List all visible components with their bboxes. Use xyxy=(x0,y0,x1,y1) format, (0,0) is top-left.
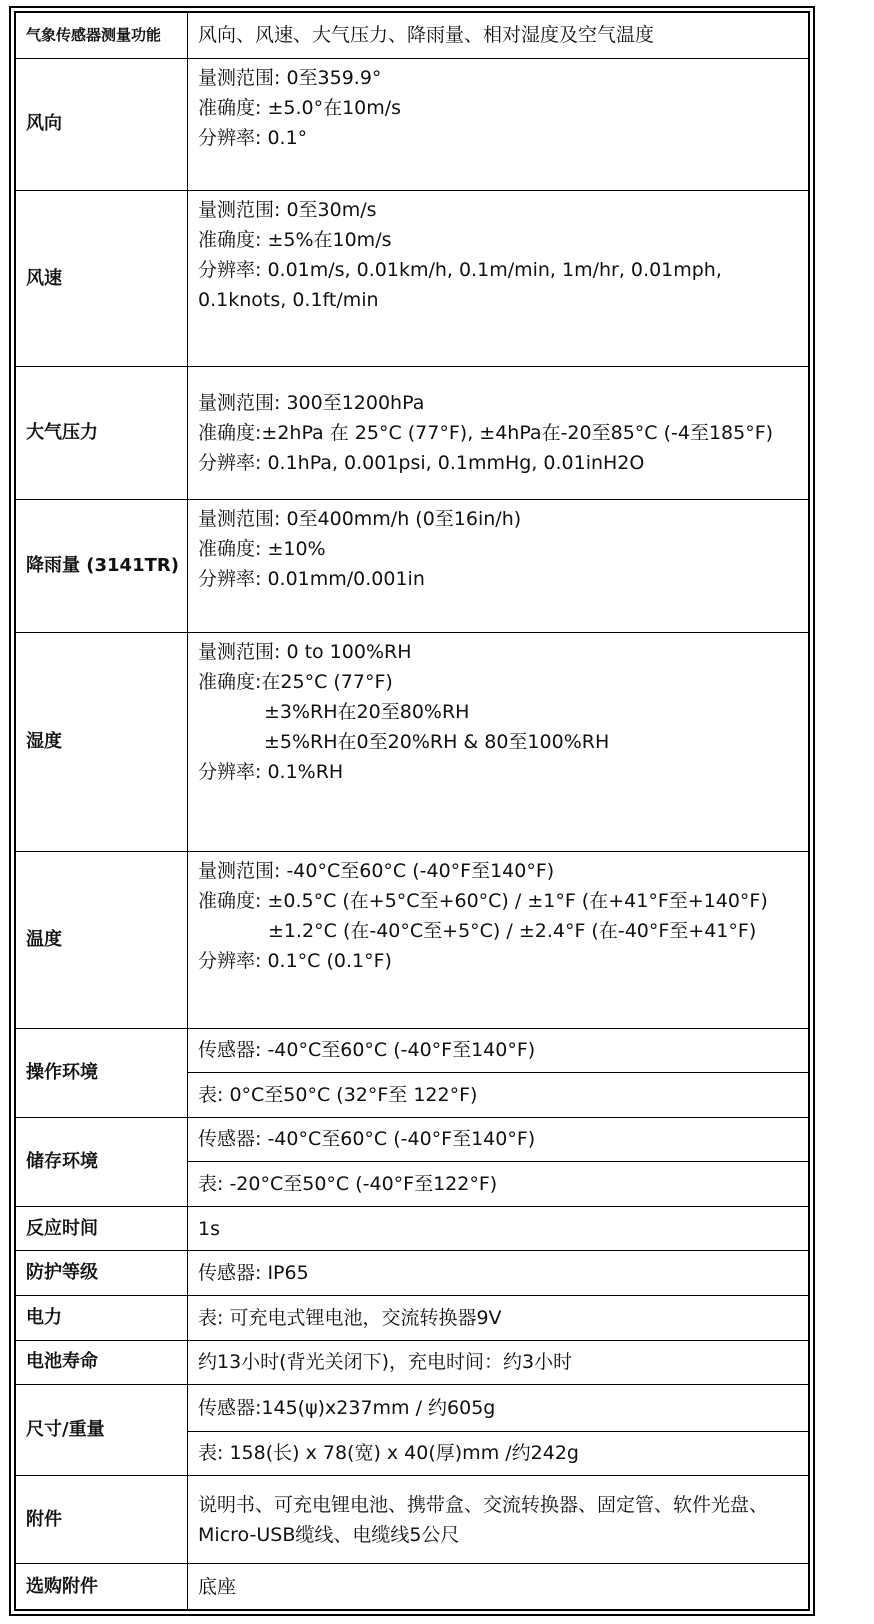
wind-direction-range: 量测范围: 0至359.9° xyxy=(198,66,382,89)
accessories-line-1: 说明书、可充电锂电池、携带盒、交流转换器、固定管、软件光盘、 xyxy=(198,1493,769,1516)
value-protection: 传感器: IP65 xyxy=(188,1251,809,1296)
wind-speed-accuracy: 准确度: ±5%在10m/s xyxy=(198,229,392,252)
label-storage-env: 储存环境 xyxy=(16,1117,188,1206)
label-pressure: 大气压力 xyxy=(16,367,188,500)
value-size-weight-meter: 表: 158(长) x 78(宽) x 40(厚)mm /约242g xyxy=(188,1431,809,1476)
label-temperature: 温度 xyxy=(16,852,188,1028)
row-temperature xyxy=(16,852,809,1028)
wind-direction-resolution: 分辨率: 0.1° xyxy=(198,126,308,149)
value-pressure xyxy=(188,367,809,500)
humidity-accuracy-ends: ±5%RH在0至20%RH & 80至100%RH xyxy=(264,730,610,753)
humidity-range: 量测范围: 0 to 100%RH xyxy=(198,640,412,663)
label-wind-speed: 风速 xyxy=(16,191,188,367)
row-pressure xyxy=(16,367,809,500)
temperature-range: 量测范围: -40°C至60°C (-40°F至140°F) xyxy=(198,860,555,883)
accessories-line-2: Micro-USB缆线、电缆线5公尺 xyxy=(198,1523,460,1546)
row-accessories xyxy=(16,1476,809,1564)
row-functions xyxy=(16,13,809,59)
value-operating-env-meter: 表: 0°C至50°C (32°F至 122°F) xyxy=(188,1073,809,1118)
row-optional xyxy=(16,1564,809,1610)
value-power: 表: 可充电式锂电池，交流转换器9V xyxy=(188,1295,809,1340)
value-wind-direction xyxy=(188,58,809,191)
label-accessories: 附件 xyxy=(16,1476,188,1564)
temperature-resolution: 分辨率: 0.1°C (0.1°F) xyxy=(198,950,392,973)
wind-speed-range: 量测范围: 0至30m/s xyxy=(198,199,377,222)
value-storage-env-sensor: 传感器: -40°C至60°C (-40°F至140°F) xyxy=(188,1117,809,1162)
label-rainfall: 降雨量 (3141TR) xyxy=(16,500,188,633)
row-humidity xyxy=(16,632,809,852)
label-operating-env: 操作环境 xyxy=(16,1028,188,1117)
humidity-accuracy-mid: ±3%RH在20至80%RH xyxy=(264,700,470,723)
label-wind-direction: 风向 xyxy=(16,58,188,191)
value-humidity xyxy=(188,632,809,852)
row-battery-life xyxy=(16,1340,809,1385)
label-response-time: 反应时间 xyxy=(16,1206,188,1251)
value-battery-life: 约13小时(背光关闭下)，充电时间：约3小时 xyxy=(188,1340,809,1385)
spec-table xyxy=(15,12,809,1610)
row-response-time xyxy=(16,1206,809,1251)
humidity-resolution: 分辨率: 0.1%RH xyxy=(198,760,344,783)
label-size-weight: 尺寸/重量 xyxy=(16,1385,188,1476)
temperature-accuracy-low: ±1.2°C (在-40°C至+5°C) / ±2.4°F (在-40°F至+41°F) xyxy=(268,920,757,943)
pressure-accuracy: 准确度:±2hPa 在 25°C (77°F), ±4hPa在-20至85°C (-4至185°F) xyxy=(198,422,774,445)
value-storage-env-meter: 表: -20°C至50°C (-40°F至122°F) xyxy=(188,1162,809,1207)
value-functions: 风向、风速、大气压力、降雨量、相对湿度及空气温度 xyxy=(188,13,809,59)
value-optional: 底座 xyxy=(188,1564,809,1610)
rainfall-resolution: 分辨率: 0.01mm/0.001in xyxy=(198,568,425,591)
rainfall-accuracy: 准确度: ±10% xyxy=(198,538,326,561)
rainfall-range: 量测范围: 0至400mm/h (0至16in/h) xyxy=(198,508,522,531)
row-protection xyxy=(16,1251,809,1296)
spec-table-frame xyxy=(9,6,815,1616)
label-optional: 选购附件 xyxy=(16,1564,188,1610)
row-wind-direction xyxy=(16,58,809,191)
spec-table-inner-border xyxy=(14,11,810,1611)
value-accessories xyxy=(188,1476,809,1564)
row-rainfall xyxy=(16,500,809,633)
row-size-weight-sensor xyxy=(16,1385,809,1432)
value-rainfall xyxy=(188,500,809,633)
row-operating-env-sensor xyxy=(16,1028,809,1073)
row-power xyxy=(16,1295,809,1340)
label-humidity: 湿度 xyxy=(16,632,188,852)
pressure-resolution: 分辨率: 0.1hPa, 0.001psi, 0.1mmHg, 0.01inH2O xyxy=(198,452,645,475)
label-battery-life: 电池寿命 xyxy=(16,1340,188,1385)
value-operating-env-sensor: 传感器: -40°C至60°C (-40°F至140°F) xyxy=(188,1028,809,1073)
temperature-accuracy: 准确度: ±0.5°C (在+5°C至+60°C) / ±1°F (在+41°F至+140°F) xyxy=(198,890,768,913)
value-response-time: 1s xyxy=(188,1206,809,1251)
row-wind-speed xyxy=(16,191,809,367)
pressure-range: 量测范围: 300至1200hPa xyxy=(198,392,425,415)
label-functions: 气象传感器测量功能 xyxy=(16,13,188,59)
wind-direction-accuracy: 准确度: ±5.0°在10m/s xyxy=(198,96,402,119)
value-temperature xyxy=(188,852,809,1028)
value-wind-speed xyxy=(188,191,809,367)
humidity-accuracy: 准确度:在25°C (77°F) xyxy=(198,670,393,693)
label-protection: 防护等级 xyxy=(16,1251,188,1296)
value-size-weight-sensor: 传感器:145(ψ)x237mm / 约605g xyxy=(188,1385,809,1432)
wind-speed-resolution: 分辨率: 0.01m/s, 0.01km/h, 0.1m/min, 1m/hr, 0.01mph, 0.1knots, 0.1ft/min xyxy=(198,259,722,312)
label-power: 电力 xyxy=(16,1295,188,1340)
row-storage-env-sensor xyxy=(16,1117,809,1162)
